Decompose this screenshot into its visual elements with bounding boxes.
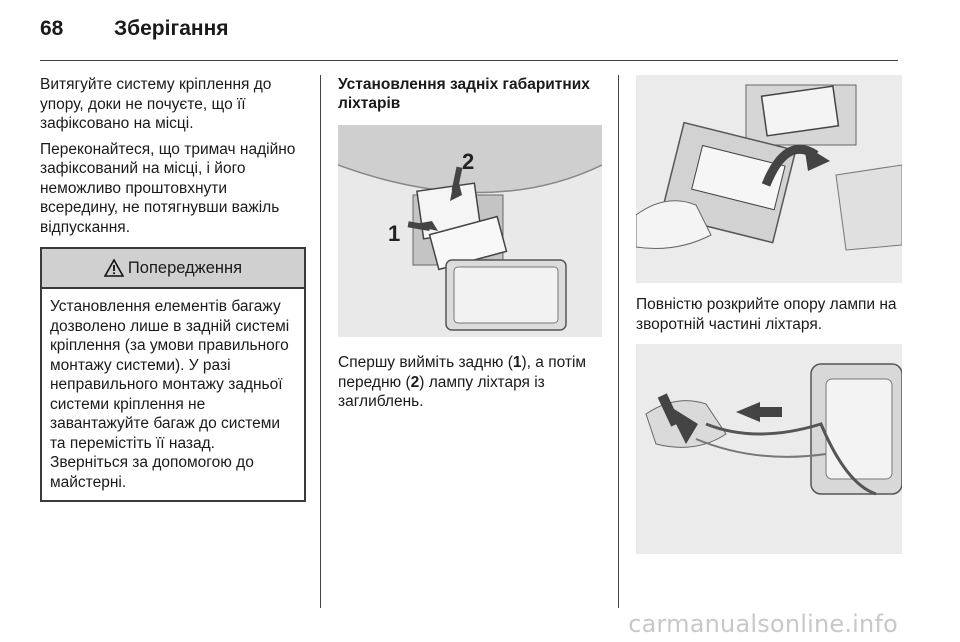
- column-divider-left: [320, 75, 321, 608]
- watermark: carmanualsonline.info: [628, 610, 898, 638]
- illustration-lamp-support: [636, 75, 902, 283]
- section-heading: Установлення задніх габаритних ліхтарів: [338, 76, 590, 112]
- figure-lamp-cable: [636, 344, 902, 554]
- warning-title: Попередження: [127, 258, 243, 277]
- section-title: Зберігання: [114, 17, 229, 40]
- callout-2: 2: [462, 149, 475, 174]
- warning-header: [42, 249, 304, 289]
- warning-box: [40, 247, 306, 502]
- caption-open-lamp-support: Повністю розкрийте опору лампи на зворотній частині ліхтаря.: [636, 296, 897, 333]
- figure-open-lamp-support: [636, 75, 902, 283]
- warning-triangle-icon: [104, 259, 124, 277]
- warning-text: Установлення елементів багажу дозволено лише в задній системі кріплення (за умови правильного монтажу системи). У разі неправильного монтажу задньої системи кріплення не завантажуйте багаж до системи та перемістіть її назад. Зверніться за допомогою до майстерні.: [50, 298, 290, 491]
- callout-1: 1: [388, 221, 401, 246]
- column-divider-right: [618, 75, 619, 608]
- paragraph-check-holder: Переконайтеся, що тримач надійно зафіксований на місці, і його неможливо проштовхнути всередину, не потягнувши важіль відпускання.: [40, 140, 296, 236]
- middle-column: [338, 75, 602, 418]
- header-divider: [40, 60, 898, 61]
- illustration-lamp-cable: [636, 344, 902, 554]
- page-header: [40, 14, 229, 44]
- caption-remove-lamps: Спершу вийміть задню (1), а потім передню (2) лампу ліхтаря із заглиблень.: [338, 354, 587, 410]
- figure-remove-lamps: [338, 125, 602, 337]
- page-number: 68: [40, 17, 64, 40]
- left-column: [40, 75, 306, 502]
- paragraph-extend-system: Витягуйте систему кріплення до упору, доки не почуєте, що її зафіксовано на місці.: [40, 76, 272, 132]
- right-column: [636, 75, 902, 554]
